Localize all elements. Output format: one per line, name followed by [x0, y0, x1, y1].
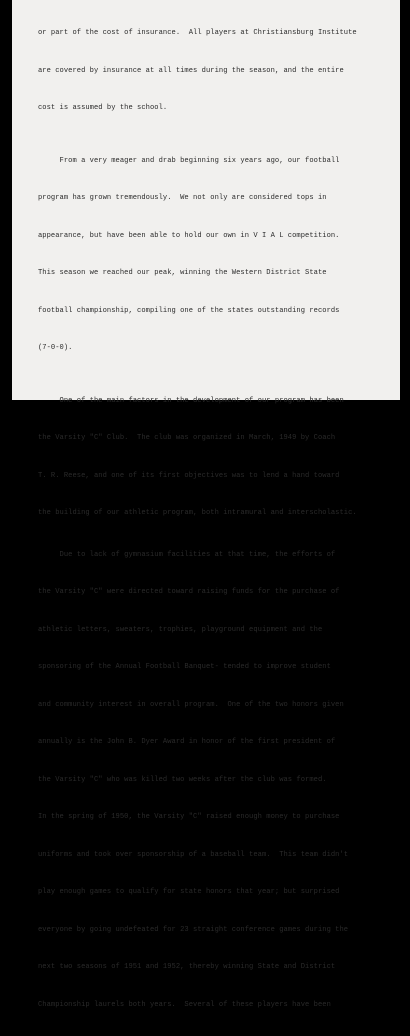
- text-line: cost is assumed by the school.: [38, 104, 168, 112]
- typed-body-text: [38, 0, 410, 1036]
- text-line: the Varsity "C" were directed toward raising funds for the purchase of: [38, 588, 340, 596]
- text-line: and community interest in overall program. One of the two honors given: [38, 700, 344, 709]
- text-line: football championship, compiling one of the states outstanding records: [38, 306, 340, 315]
- text-line: are covered by insurance at all times during the season, and the entire: [38, 66, 344, 75]
- text-line: Due to lack of gymnasium facilities at that time, the efforts of: [38, 550, 336, 559]
- text-line: T. R. Reese, and one of its first objectives was to lend a hand toward: [38, 471, 340, 480]
- text-line: the Varsity "C" Club. The club was organized in March, 1949 by Coach: [38, 434, 336, 442]
- text-line: next two seasons of 1951 and 1952, thereby winning State and District: [38, 963, 336, 971]
- text-line: play enough games to qualify for state honors that year; but surprised: [38, 888, 340, 896]
- text-line: the Varsity "C" who was killed two weeks after the club was formed.: [38, 775, 327, 784]
- text-line: sponsoring of the Annual Football Banquet- tended to improve student: [38, 663, 331, 671]
- text-line: or part of the cost of insurance. All players at Christiansburg Institute: [38, 29, 357, 37]
- text-line: athletic letters, sweaters, trophies, playground equipment and the: [38, 625, 323, 634]
- text-line: annually is the John B. Dyer Award in honor of the first president of: [38, 738, 336, 746]
- text-line: This season we reached our peak, winning the Western District State: [38, 269, 327, 277]
- text-line: appearance, but have been able to hold our own in V I A L competition.: [38, 231, 340, 240]
- text-line: program has grown tremendously. We not only are considered tops in: [38, 194, 327, 202]
- text-line: One of the main factors in the development of our program has been: [38, 396, 344, 405]
- text-line: the building of our athletic program, both intramural and interscholastic.: [38, 509, 357, 517]
- text-line: From a very meager and drab beginning six years ago, our football: [38, 156, 340, 165]
- text-line: (7-0-0).: [38, 344, 73, 352]
- text-line: uniforms and took over sponsorship of a baseball team. This team didn't: [38, 850, 349, 859]
- text-line: everyone by going undefeated for 23 straight conference games during the: [38, 925, 349, 934]
- document-page: [12, 0, 400, 1009]
- text-line: In the spring of 1950, the Varsity "C" raised enough money to purchase: [38, 813, 340, 821]
- text-line: Championship laurels both years. Several of these players have been: [38, 1000, 331, 1009]
